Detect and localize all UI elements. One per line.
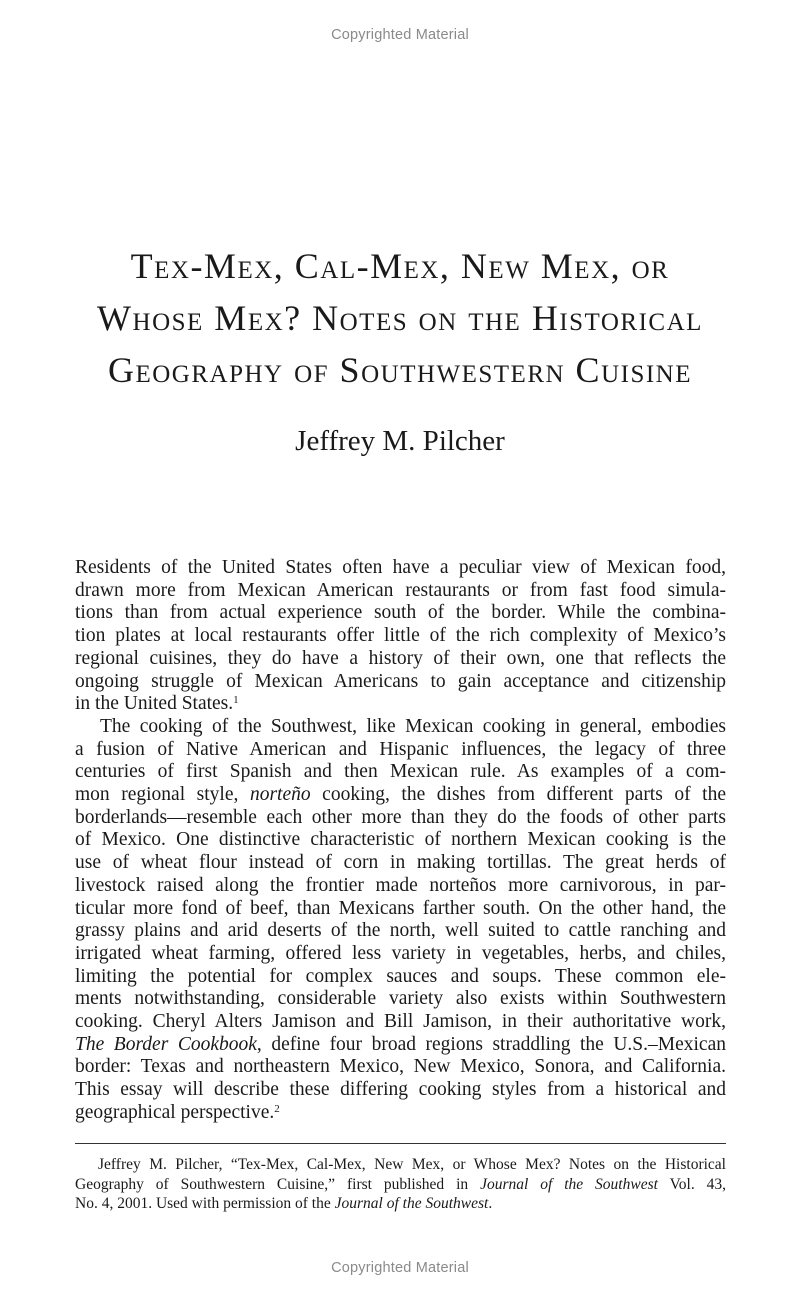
text-line bbox=[75, 1102, 726, 1125]
footnote-divider bbox=[75, 1143, 726, 1144]
title-line: Geography of Southwestern Cuisine bbox=[107, 350, 693, 390]
text-run: cooking, the dishes from different parts of the bbox=[310, 784, 726, 806]
text-line: border: Texas and northeastern Mexico, New Mexico, Sonora, and California. bbox=[75, 1056, 726, 1078]
text-line: Residents of the United States often have a peculiar view of Mexican food, bbox=[75, 557, 726, 578]
body-text bbox=[75, 557, 726, 1125]
text-line: irrigated wheat farming, offered less variety in vegetables, herbs, and chiles, bbox=[75, 942, 726, 964]
author-name: Jeffrey M. Pilcher bbox=[295, 425, 505, 457]
text-line: use of wheat flour instead of corn in making tortillas. The great herds of bbox=[75, 852, 726, 874]
text-line: limiting the potential for complex sauces and soups. These common ele- bbox=[75, 965, 726, 987]
title-line: Whose Mex? Notes on the Historical bbox=[97, 298, 703, 338]
text-line-content: geographical perspective. bbox=[75, 1101, 275, 1123]
text-line bbox=[75, 693, 726, 716]
text-run: No. 4, 2001. Used with permission of the bbox=[75, 1195, 335, 1212]
text-run: Geography of Southwestern Cuisine,” first published in bbox=[75, 1175, 481, 1193]
text-line: The cooking of the Southwest, like Mexican cooking in general, embodies bbox=[100, 715, 726, 737]
footnote-line bbox=[75, 1175, 726, 1195]
chapter-title bbox=[60, 240, 740, 396]
text-line: borderlands—resemble each other more than they do the foods of other parts bbox=[75, 806, 726, 828]
text-line: livestock raised along the frontier made norteños more carnivorous, in par- bbox=[75, 874, 726, 896]
text-line: ongoing struggle of Mexican Americans to gain acceptance and citizenship bbox=[75, 670, 726, 692]
text-line: grassy plains and arid deserts of the north, well suited to cattle ranching and bbox=[75, 920, 726, 942]
text-run: . bbox=[488, 1195, 493, 1212]
watermark-bottom: Copyrighted Material bbox=[331, 1260, 469, 1276]
footnote-ref-1: 1 bbox=[233, 694, 239, 707]
journal-title: Journal of the Southwest bbox=[480, 1175, 658, 1193]
book-title: The Border Cookbook bbox=[75, 1033, 257, 1055]
journal-title: Journal of the Southwest bbox=[334, 1195, 489, 1212]
source-footnote bbox=[75, 1155, 726, 1214]
text-run: , define four broad regions straddling the U.S.–Mexican bbox=[256, 1033, 726, 1055]
footnote-ref-2: 2 bbox=[274, 1102, 280, 1115]
watermark-top: Copyrighted Material bbox=[331, 27, 469, 43]
footnote-line: Jeffrey M. Pilcher, “Tex-Mex, Cal-Mex, New Mex, or Whose Mex? Notes on the Historical bbox=[98, 1156, 726, 1173]
text-run: Vol. 43, bbox=[657, 1175, 726, 1193]
text-line: centuries of first Spanish and then Mexican rule. As examples of a com- bbox=[75, 761, 726, 783]
text-line-content: in the United States. bbox=[75, 693, 234, 715]
text-line: tions than from actual experience south of the border. While the combina- bbox=[75, 602, 726, 624]
text-run: mon regional style, bbox=[75, 784, 250, 806]
text-line bbox=[75, 784, 726, 807]
text-line: This essay will describe these differing cooking styles from a historical and bbox=[75, 1079, 726, 1101]
text-line bbox=[75, 1034, 726, 1057]
paragraph-2 bbox=[75, 716, 726, 1125]
text-line: drawn more from Mexican American restaurants or from fast food simula- bbox=[75, 579, 726, 601]
text-line: regional cuisines, they do have a history of their own, one that reflects the bbox=[75, 647, 726, 669]
text-line: of Mexico. One distinctive characteristic of northern Mexican cooking is the bbox=[75, 829, 726, 851]
text-line: ticular more fond of beef, than Mexicans farther south. On the other hand, the bbox=[75, 897, 726, 919]
text-line: cooking. Cheryl Alters Jamison and Bill Jamison, in their authoritative work, bbox=[75, 1011, 726, 1033]
text-line: ments notwithstanding, considerable variety also exists within Southwestern bbox=[75, 988, 726, 1010]
italic-term: norteño bbox=[249, 784, 311, 806]
footnote-line bbox=[75, 1194, 726, 1214]
title-line: Tex-Mex, Cal-Mex, New Mex, or bbox=[130, 246, 670, 286]
text-line: tion plates at local restaurants offer little of the rich complexity of Mexico’s bbox=[75, 625, 726, 647]
paragraph-1 bbox=[75, 557, 726, 716]
text-line: a fusion of Native American and Hispanic influences, the legacy of three bbox=[75, 738, 726, 760]
